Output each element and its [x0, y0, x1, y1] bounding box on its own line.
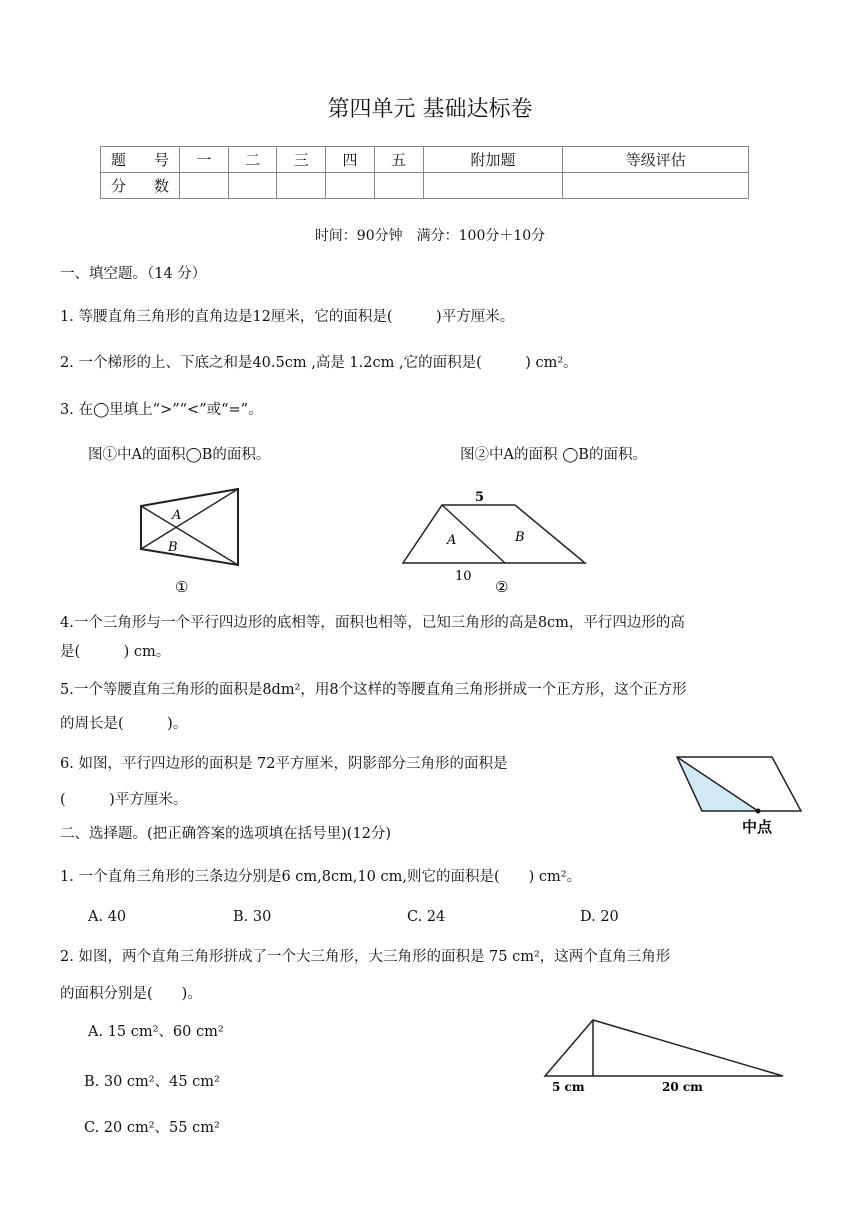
- exam-meta: 时间：90分钟 满分：100分＋10分: [314, 228, 546, 244]
- score-header-cell: 二: [228, 147, 277, 173]
- score-header-cell: 附加题: [423, 147, 563, 173]
- choice-option[interactable]: C. 20 cm²、55 cm²: [84, 1120, 220, 1136]
- choice-option[interactable]: B. 30: [233, 909, 272, 925]
- score-input-cell[interactable]: [423, 173, 563, 199]
- score-header-cell: 等级评估: [563, 147, 749, 173]
- score-table-row: [101, 147, 749, 173]
- question-3-figure-1-text: 图①中A的面积◯B的面积。: [88, 447, 271, 463]
- figure-2-top-length: 5: [475, 490, 485, 505]
- page-title: 第四单元 基础达标卷: [327, 97, 533, 122]
- question-1: 1. 等腰直角三角形的直角边是12厘米，它的面积是( )平方厘米。: [60, 309, 515, 325]
- score-label-cell: 分 数: [101, 173, 180, 199]
- section-heading: 一、填空题。（14 分）: [60, 266, 207, 282]
- question-6-line-2: ( )平方厘米。: [60, 792, 188, 808]
- figure-1-label-a: A: [172, 508, 182, 523]
- score-header-cell: 三: [277, 147, 326, 173]
- score-table-row: [101, 173, 749, 199]
- figure-2-trapezoid: [395, 484, 595, 599]
- question-4-line-1: 4.一个三角形与一个平行四边形的底相等，面积也相等，已知三角形的高是8cm，平行四边形的高: [60, 615, 685, 631]
- question-3: 3. 在◯里填上“>”“<”或“=”。: [60, 402, 263, 418]
- question-6-line-1: 6. 如图，平行四边形的面积是 72平方厘米，阴影部分三角形的面积是: [60, 756, 508, 772]
- figure-1-caption: ①: [175, 578, 189, 596]
- score-header-cell: 四: [326, 147, 375, 173]
- question-2: 2. 一个梯形的上、下底之和是40.5cm ,高是 1.2cm ,它的面积是( ) cm²。: [60, 355, 578, 371]
- score-input-cell[interactable]: [277, 173, 326, 199]
- choice-option[interactable]: B. 30 cm²、45 cm²: [84, 1074, 220, 1090]
- score-header-cell: 题 号: [101, 147, 180, 173]
- score-input-cell[interactable]: [374, 173, 423, 199]
- choice-question-2-line-2: 的面积分别是( )。: [60, 986, 202, 1002]
- figure-q6-midpoint-label: 中点: [742, 818, 773, 836]
- figure-left-length: 5 cm: [552, 1080, 585, 1094]
- figure-2-label-a: A: [447, 533, 457, 548]
- choice-option[interactable]: A. 15 cm²、60 cm²: [88, 1024, 224, 1040]
- score-input-cell[interactable]: [180, 173, 229, 199]
- score-header-cell: 一: [180, 147, 229, 173]
- figure-right-length: 20 cm: [662, 1080, 703, 1094]
- figure-2-caption: ②: [495, 578, 509, 596]
- choice-option[interactable]: A. 40: [88, 909, 127, 925]
- figure-q6-parallelogram: [672, 752, 812, 842]
- choice-question-2-line-1: 2. 如图，两个直角三角形拼成了一个大三角形，大三角形的面积是 75 cm²，这两个直角三角形: [60, 949, 671, 965]
- section-heading: 二、选择题。(把正确答案的选项填在括号里)(12分): [60, 826, 392, 842]
- question-5-line-2: 的周长是( )。: [60, 716, 188, 732]
- figure-2-label-b: B: [515, 530, 525, 545]
- figure-2-bottom-length: 10: [455, 569, 472, 584]
- score-input-cell[interactable]: [563, 173, 749, 199]
- score-header-cell: 五: [374, 147, 423, 173]
- choice-option[interactable]: D. 20: [580, 909, 619, 925]
- question-5-line-1: 5.一个等腰直角三角形的面积是8dm²，用8个这样的等腰直角三角形拼成一个正方形，这个正方形: [60, 682, 687, 698]
- question-4-line-2: 是( ) cm。: [60, 644, 171, 660]
- choice-question-1: 1. 一个直角三角形的三条边分别是6 cm,8cm,10 cm,则它的面积是( ) cm²。: [60, 869, 582, 885]
- score-input-cell[interactable]: [326, 173, 375, 199]
- score-input-cell[interactable]: [228, 173, 277, 199]
- question-3-figure-2-text: 图②中A的面积 ◯B的面积。: [460, 447, 647, 463]
- score-table: [100, 146, 749, 199]
- choice-option[interactable]: C. 24: [407, 909, 446, 925]
- figure-1-quadrilateral: [130, 482, 250, 597]
- figure-1-label-b: B: [168, 540, 178, 555]
- figure-two-right-triangles: [540, 1014, 790, 1094]
